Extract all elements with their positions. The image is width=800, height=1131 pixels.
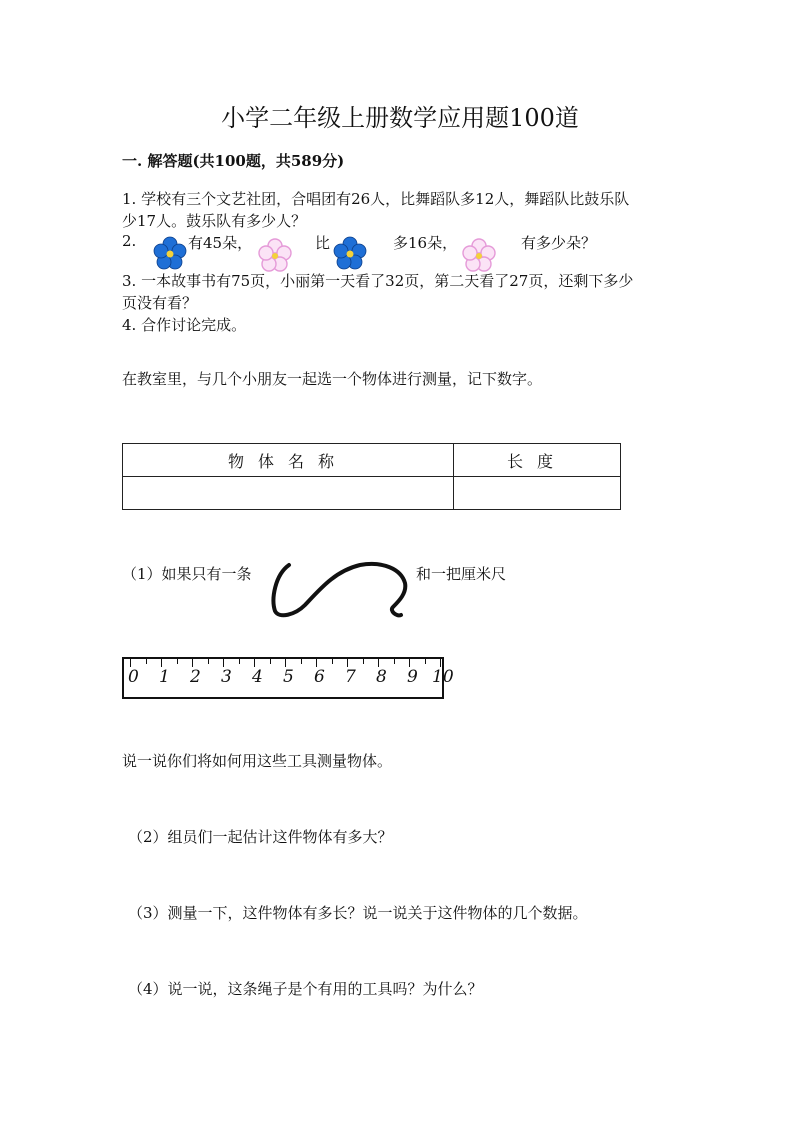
q2-text-part1: 有45朵， xyxy=(188,234,253,252)
ruler-number: 10 xyxy=(432,667,454,687)
ruler-tick xyxy=(254,659,255,667)
q4-sub1-right: 和一把厘米尺 xyxy=(416,565,507,583)
ruler-tick xyxy=(425,659,426,664)
q4-label: 4. 合作讨论完成。 xyxy=(122,316,247,334)
q1-line2: 少17人。鼓乐队有多少人？ xyxy=(122,212,307,230)
q3-line2: 页没有看？ xyxy=(122,294,198,312)
q2-text-part2: 比 xyxy=(315,234,331,252)
ruler-tick xyxy=(347,659,348,667)
ruler-tick xyxy=(130,659,131,667)
q2-number: 2. xyxy=(122,232,137,250)
ruler-tick xyxy=(161,659,162,667)
ruler-tick xyxy=(316,659,317,667)
ruler-number: 2 xyxy=(190,667,201,687)
q2-text-part4: 有多少朵？ xyxy=(521,234,597,252)
q3-line1: 3. 一本故事书有75页，小丽第一天看了32页，第二天看了27页，还剩下多少 xyxy=(122,272,634,290)
table-cell-length xyxy=(454,477,621,510)
ruler-tick xyxy=(239,659,240,664)
q4-say: 说一说你们将如何用这些工具测量物体。 xyxy=(122,752,393,770)
ruler-number: 8 xyxy=(376,667,387,687)
table-cell-object-name xyxy=(123,477,454,510)
pink-flower-icon xyxy=(462,238,496,272)
ruler-tick xyxy=(332,659,333,664)
ruler-tick xyxy=(378,659,379,667)
q1-line1: 1. 学校有三个文艺社团，合唱团有26人，比舞蹈队多12人，舞蹈队比鼓乐队 xyxy=(122,190,630,208)
ruler-number: 3 xyxy=(221,667,232,687)
ruler-tick xyxy=(301,659,302,664)
ruler-number: 9 xyxy=(407,667,418,687)
page-title: 小学二年级上册数学应用题100道 xyxy=(221,104,579,132)
ruler-number: 0 xyxy=(128,667,139,687)
q4-sub2: （2）组员们一起估计这件物体有多大？ xyxy=(128,828,393,846)
centimeter-ruler-icon xyxy=(122,657,454,699)
ruler-tick xyxy=(285,659,286,667)
section-heading: 一. 解答题(共100题，共589分) xyxy=(122,152,345,170)
ruler-tick xyxy=(363,659,364,664)
q4-intro: 在教室里，与几个小朋友一起选一个物体进行测量，记下数字。 xyxy=(122,370,543,388)
pink-flower-icon xyxy=(258,238,292,272)
ruler-number: 1 xyxy=(159,667,170,687)
ruler-tick xyxy=(223,659,224,667)
q4-sub1-left: （1）如果只有一条 xyxy=(122,565,252,583)
table-header-object-name: 物体名称 xyxy=(123,444,454,477)
q4-sub3: （3）测量一下，这件物体有多长？说一说关于这件物体的几个数据。 xyxy=(128,904,588,922)
ruler-tick xyxy=(394,659,395,664)
ruler-tick xyxy=(409,659,410,667)
ruler-tick xyxy=(208,659,209,664)
q4-sub4: （4）说一说，这条绳子是个有用的工具吗？为什么？ xyxy=(128,980,483,998)
ruler-tick xyxy=(146,659,147,664)
table-header-length: 长度 xyxy=(454,444,621,477)
ruler-tick xyxy=(177,659,178,664)
rope-icon xyxy=(265,553,415,628)
q2-text-part3: 多16朵， xyxy=(393,234,458,252)
table-header-row xyxy=(123,444,621,477)
ruler-tick xyxy=(440,659,441,667)
measurement-table xyxy=(122,443,621,510)
table-row xyxy=(123,477,621,510)
blue-flower-icon xyxy=(333,236,367,270)
ruler-number: 5 xyxy=(283,667,294,687)
ruler-tick xyxy=(270,659,271,664)
ruler-number: 6 xyxy=(314,667,325,687)
ruler-tick xyxy=(192,659,193,667)
blue-flower-icon xyxy=(153,236,187,270)
ruler-number: 4 xyxy=(252,667,263,687)
ruler-number: 7 xyxy=(345,667,356,687)
